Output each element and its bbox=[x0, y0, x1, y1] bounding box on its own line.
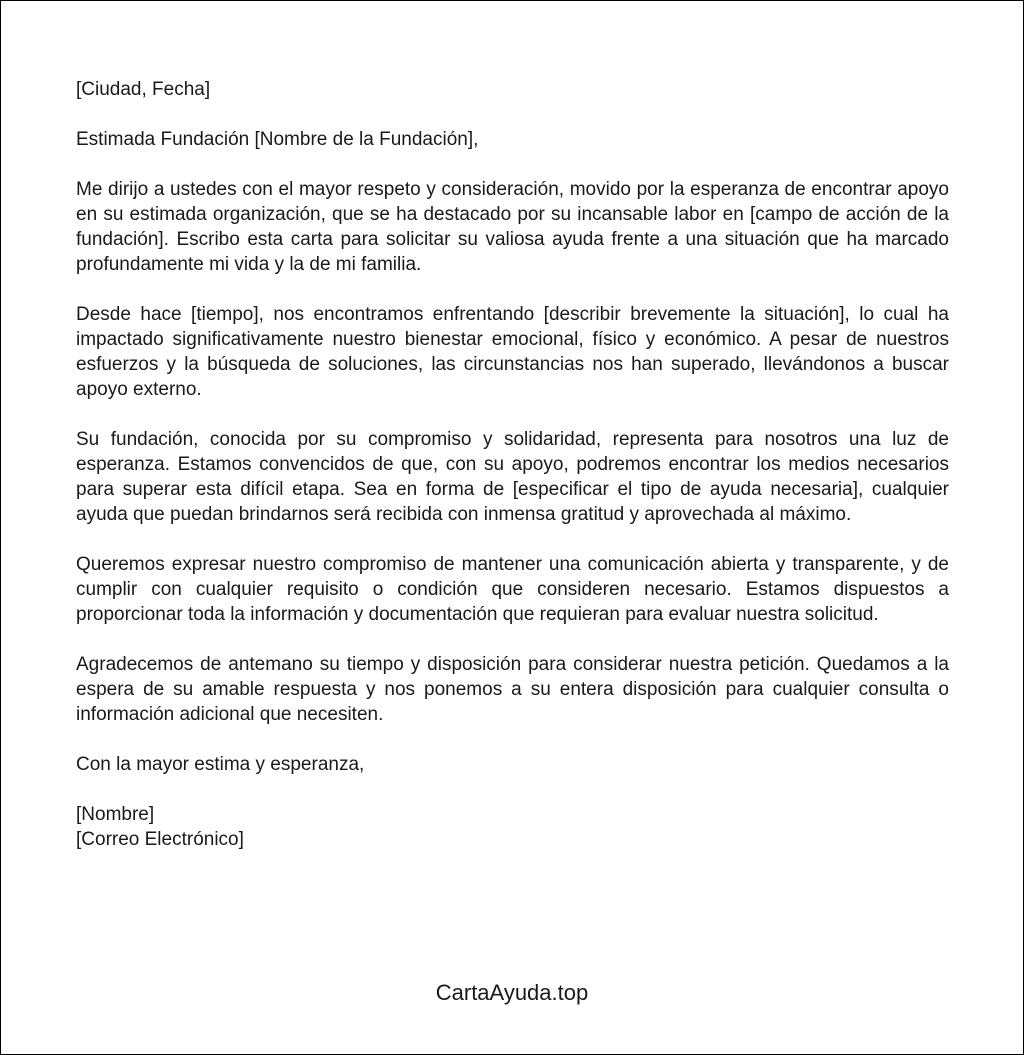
signature-name: [Nombre] bbox=[76, 804, 155, 825]
place-date: [Ciudad, Fecha] bbox=[76, 79, 211, 100]
greeting: Estimada Fundación [Nombre de la Fundación], bbox=[76, 129, 479, 150]
paragraph-5: Agradecemos de antemano su tiempo y disposición para considerar nuestra petición. Quedamos a la espera de su amable respuesta y nos ponemos a su entera disposición para cualquier consulta o información adicional que necesiten. bbox=[76, 654, 949, 725]
paragraph-3: Su fundación, conocida por su compromiso y solidaridad, representa para nosotros una luz de esperanza. Estamos convencidos de que, con su apoyo, podremos encontrar los medios necesarios para superar esta difícil etapa. Sea en forma de [especificar el tipo de ayuda necesaria], cualquier ayuda que puedan brindarnos será recibida con inmensa gratitud y aprovechada al máximo. bbox=[76, 429, 949, 525]
paragraph-1: Me dirijo a ustedes con el mayor respeto y consideración, movido por la esperanza de encontrar apoyo en su estimada organización, que se ha destacado por su incansable labor en [campo de acción de la fundación]. Escribo esta carta para solicitar su valiosa ayuda frente a una situación que ha marcado profundamente mi vida y la de mi familia. bbox=[76, 179, 949, 275]
signature-email: [Correo Electrónico] bbox=[76, 829, 244, 850]
paragraph-4: Queremos expresar nuestro compromiso de mantener una comunicación abierta y transparente, y de cumplir con cualquier requisito o condición que consideren necesario. Estamos dispuestos a proporcionar toda la información y documentación que requieran para evaluar nuestra solicitud. bbox=[76, 554, 949, 625]
signature-block bbox=[76, 802, 949, 852]
letter-body bbox=[76, 77, 949, 852]
paragraph-2: Desde hace [tiempo], nos encontramos enfrentando [describir brevemente la situación], lo cual ha impactado significativamente nuestro bienestar emocional, físico y económico. A pesar de nuestros esfuerzos y la búsqueda de soluciones, las circunstancias nos han superado, llevándonos a buscar apoyo externo. bbox=[76, 304, 949, 400]
closing: Con la mayor estima y esperanza, bbox=[76, 754, 365, 775]
footer-site: CartaAyuda.top bbox=[435, 980, 589, 1005]
